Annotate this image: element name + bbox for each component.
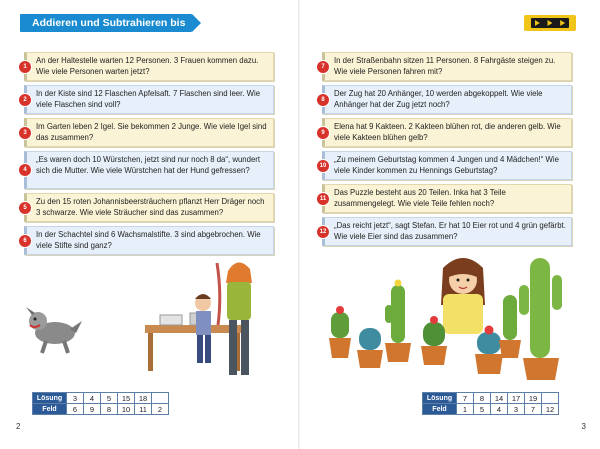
task-number-badge: 5 bbox=[19, 202, 31, 214]
field-cell: 7 bbox=[525, 404, 542, 415]
field-cell: 3 bbox=[508, 404, 525, 415]
task-card-9 bbox=[322, 118, 572, 147]
task-text: Im Garten leben 2 Igel. Sie bekommen 2 Junge. Wie viele Igel sind das zusammen? bbox=[36, 122, 267, 142]
field-cell: 12 bbox=[542, 404, 559, 415]
field-cell: 8 bbox=[101, 404, 118, 415]
field-cell: 5 bbox=[474, 404, 491, 415]
task-card-4 bbox=[24, 151, 274, 189]
task-number-badge: 3 bbox=[19, 127, 31, 139]
field-cell: 4 bbox=[491, 404, 508, 415]
task-card-5 bbox=[24, 193, 274, 222]
boy-icon bbox=[195, 294, 211, 363]
solution-cell: 4 bbox=[84, 393, 101, 404]
field-cell: 11 bbox=[135, 404, 152, 415]
solution-cell: 17 bbox=[508, 393, 525, 404]
solution-cell-empty bbox=[542, 393, 559, 404]
field-cell: 10 bbox=[118, 404, 135, 415]
field-cell: 6 bbox=[67, 404, 84, 415]
solution-cell: 3 bbox=[67, 393, 84, 404]
field-cell: 9 bbox=[84, 404, 101, 415]
task-number-badge: 10 bbox=[317, 160, 329, 172]
page-number: 2 bbox=[16, 422, 21, 431]
task-card-11 bbox=[319, 184, 572, 213]
task-text: In der Straßenbahn sitzen 11 Personen. 8 Fahrgäste steigen zu. Wie viele Personen fahren mit? bbox=[334, 56, 556, 76]
task-number-badge: 7 bbox=[317, 61, 329, 73]
page-number: 3 bbox=[581, 422, 586, 431]
task-number-badge: 4 bbox=[19, 164, 31, 176]
task-number-badge: 12 bbox=[317, 226, 329, 238]
solution-cell: 5 bbox=[101, 393, 118, 404]
row-label: Feld bbox=[33, 404, 67, 415]
solution-row bbox=[423, 393, 559, 404]
right-page bbox=[300, 0, 600, 449]
task-number-badge: 9 bbox=[317, 127, 329, 139]
task-number-badge: 8 bbox=[317, 94, 329, 106]
cactus-icon bbox=[519, 258, 562, 380]
dog-icon bbox=[26, 307, 82, 353]
solution-cell: 8 bbox=[474, 393, 491, 404]
task-card-7 bbox=[322, 52, 572, 81]
cactus-icon bbox=[385, 280, 411, 363]
task-number-badge: 6 bbox=[19, 235, 31, 247]
task-card-6 bbox=[24, 226, 274, 255]
row-label: Lösung bbox=[33, 393, 67, 404]
solution-cell: 19 bbox=[525, 393, 542, 404]
cactus-icon bbox=[357, 328, 383, 368]
field-row bbox=[33, 404, 169, 415]
section-header: Addieren und Subtrahieren bis 20 bbox=[20, 14, 192, 32]
task-number-badge: 1 bbox=[19, 61, 31, 73]
cactus-icon bbox=[329, 306, 351, 358]
task-text: „Es waren doch 10 Würstchen, jetzt sind nur noch 8 da“, wundert sich die Mutter. Wie viele Würstchen hat der Hund gefressen? bbox=[36, 155, 261, 175]
task-card-8 bbox=[322, 85, 572, 114]
solution-cell: 18 bbox=[135, 393, 152, 404]
task-text: In der Schachtel sind 6 Wachsmalstifte. 3 sind abgebrochen. Wie viele Stifte sind ganz? bbox=[36, 230, 261, 250]
solution-row bbox=[33, 393, 169, 404]
task-card-2 bbox=[24, 85, 274, 114]
solution-table bbox=[422, 392, 559, 415]
task-number-badge: 11 bbox=[317, 193, 329, 205]
task-card-1 bbox=[24, 52, 274, 81]
cactus-icon bbox=[499, 295, 521, 358]
task-text: „Zu meinem Geburtstag kommen 4 Jungen und 4 Mädchen!“ Wie viele Kinder kommen zu Hennings Geburtstag? bbox=[334, 155, 559, 175]
field-cell: 2 bbox=[152, 404, 169, 415]
task-text: Zu den 15 roten Johannisbeersträuchern pflanzt Herr Dräger noch 3 schwarze. Wie viele Sträucher sind das zusammen? bbox=[36, 197, 265, 217]
solution-cell: 15 bbox=[118, 393, 135, 404]
row-label: Feld bbox=[423, 404, 457, 415]
task-text: An der Haltestelle warten 12 Personen. 3 Frauen kommen dazu. Wie viele Personen warten jetzt? bbox=[36, 56, 259, 76]
cactus-scene-illustration bbox=[325, 250, 585, 385]
row-label: Lösung bbox=[423, 393, 457, 404]
task-text: Das Puzzle besteht aus 20 Teilen. Inka hat 3 Teile zusammengelegt. Wie viele Teile fehlen noch? bbox=[334, 188, 506, 208]
solution-cell-empty bbox=[152, 393, 169, 404]
mother-icon bbox=[217, 262, 252, 375]
task-text: In der Kiste sind 12 Flaschen Apfelsaft. 7 Flaschen sind leer. Wie viele Flaschen sind voll? bbox=[36, 89, 261, 109]
solution-cell: 7 bbox=[457, 393, 474, 404]
kitchen-scene-illustration bbox=[20, 255, 280, 385]
task-text: Der Zug hat 20 Anhänger, 10 werden abgekoppelt. Wie viele Anhänger hat der Zug jetzt noch? bbox=[334, 89, 543, 109]
task-card-3 bbox=[24, 118, 274, 147]
arrow-tag-icon bbox=[524, 15, 576, 31]
field-row bbox=[423, 404, 559, 415]
solution-cell: 14 bbox=[491, 393, 508, 404]
task-text: Elena hat 9 Kakteen. 2 Kakteen blühen rot, die anderen gelb. Wie viele Kakteen blühen gelb? bbox=[334, 122, 561, 142]
field-cell: 1 bbox=[457, 404, 474, 415]
task-number-badge: 2 bbox=[19, 94, 31, 106]
girl-icon bbox=[441, 258, 485, 334]
task-text: „Das reicht jetzt“, sagt Stefan. Er hat 10 Eier rot und 4 grün gefärbt. Wie viele Eier sind das zusammen? bbox=[334, 221, 566, 241]
task-card-10 bbox=[319, 151, 572, 180]
solution-table bbox=[32, 392, 169, 415]
task-card-12 bbox=[319, 217, 572, 246]
